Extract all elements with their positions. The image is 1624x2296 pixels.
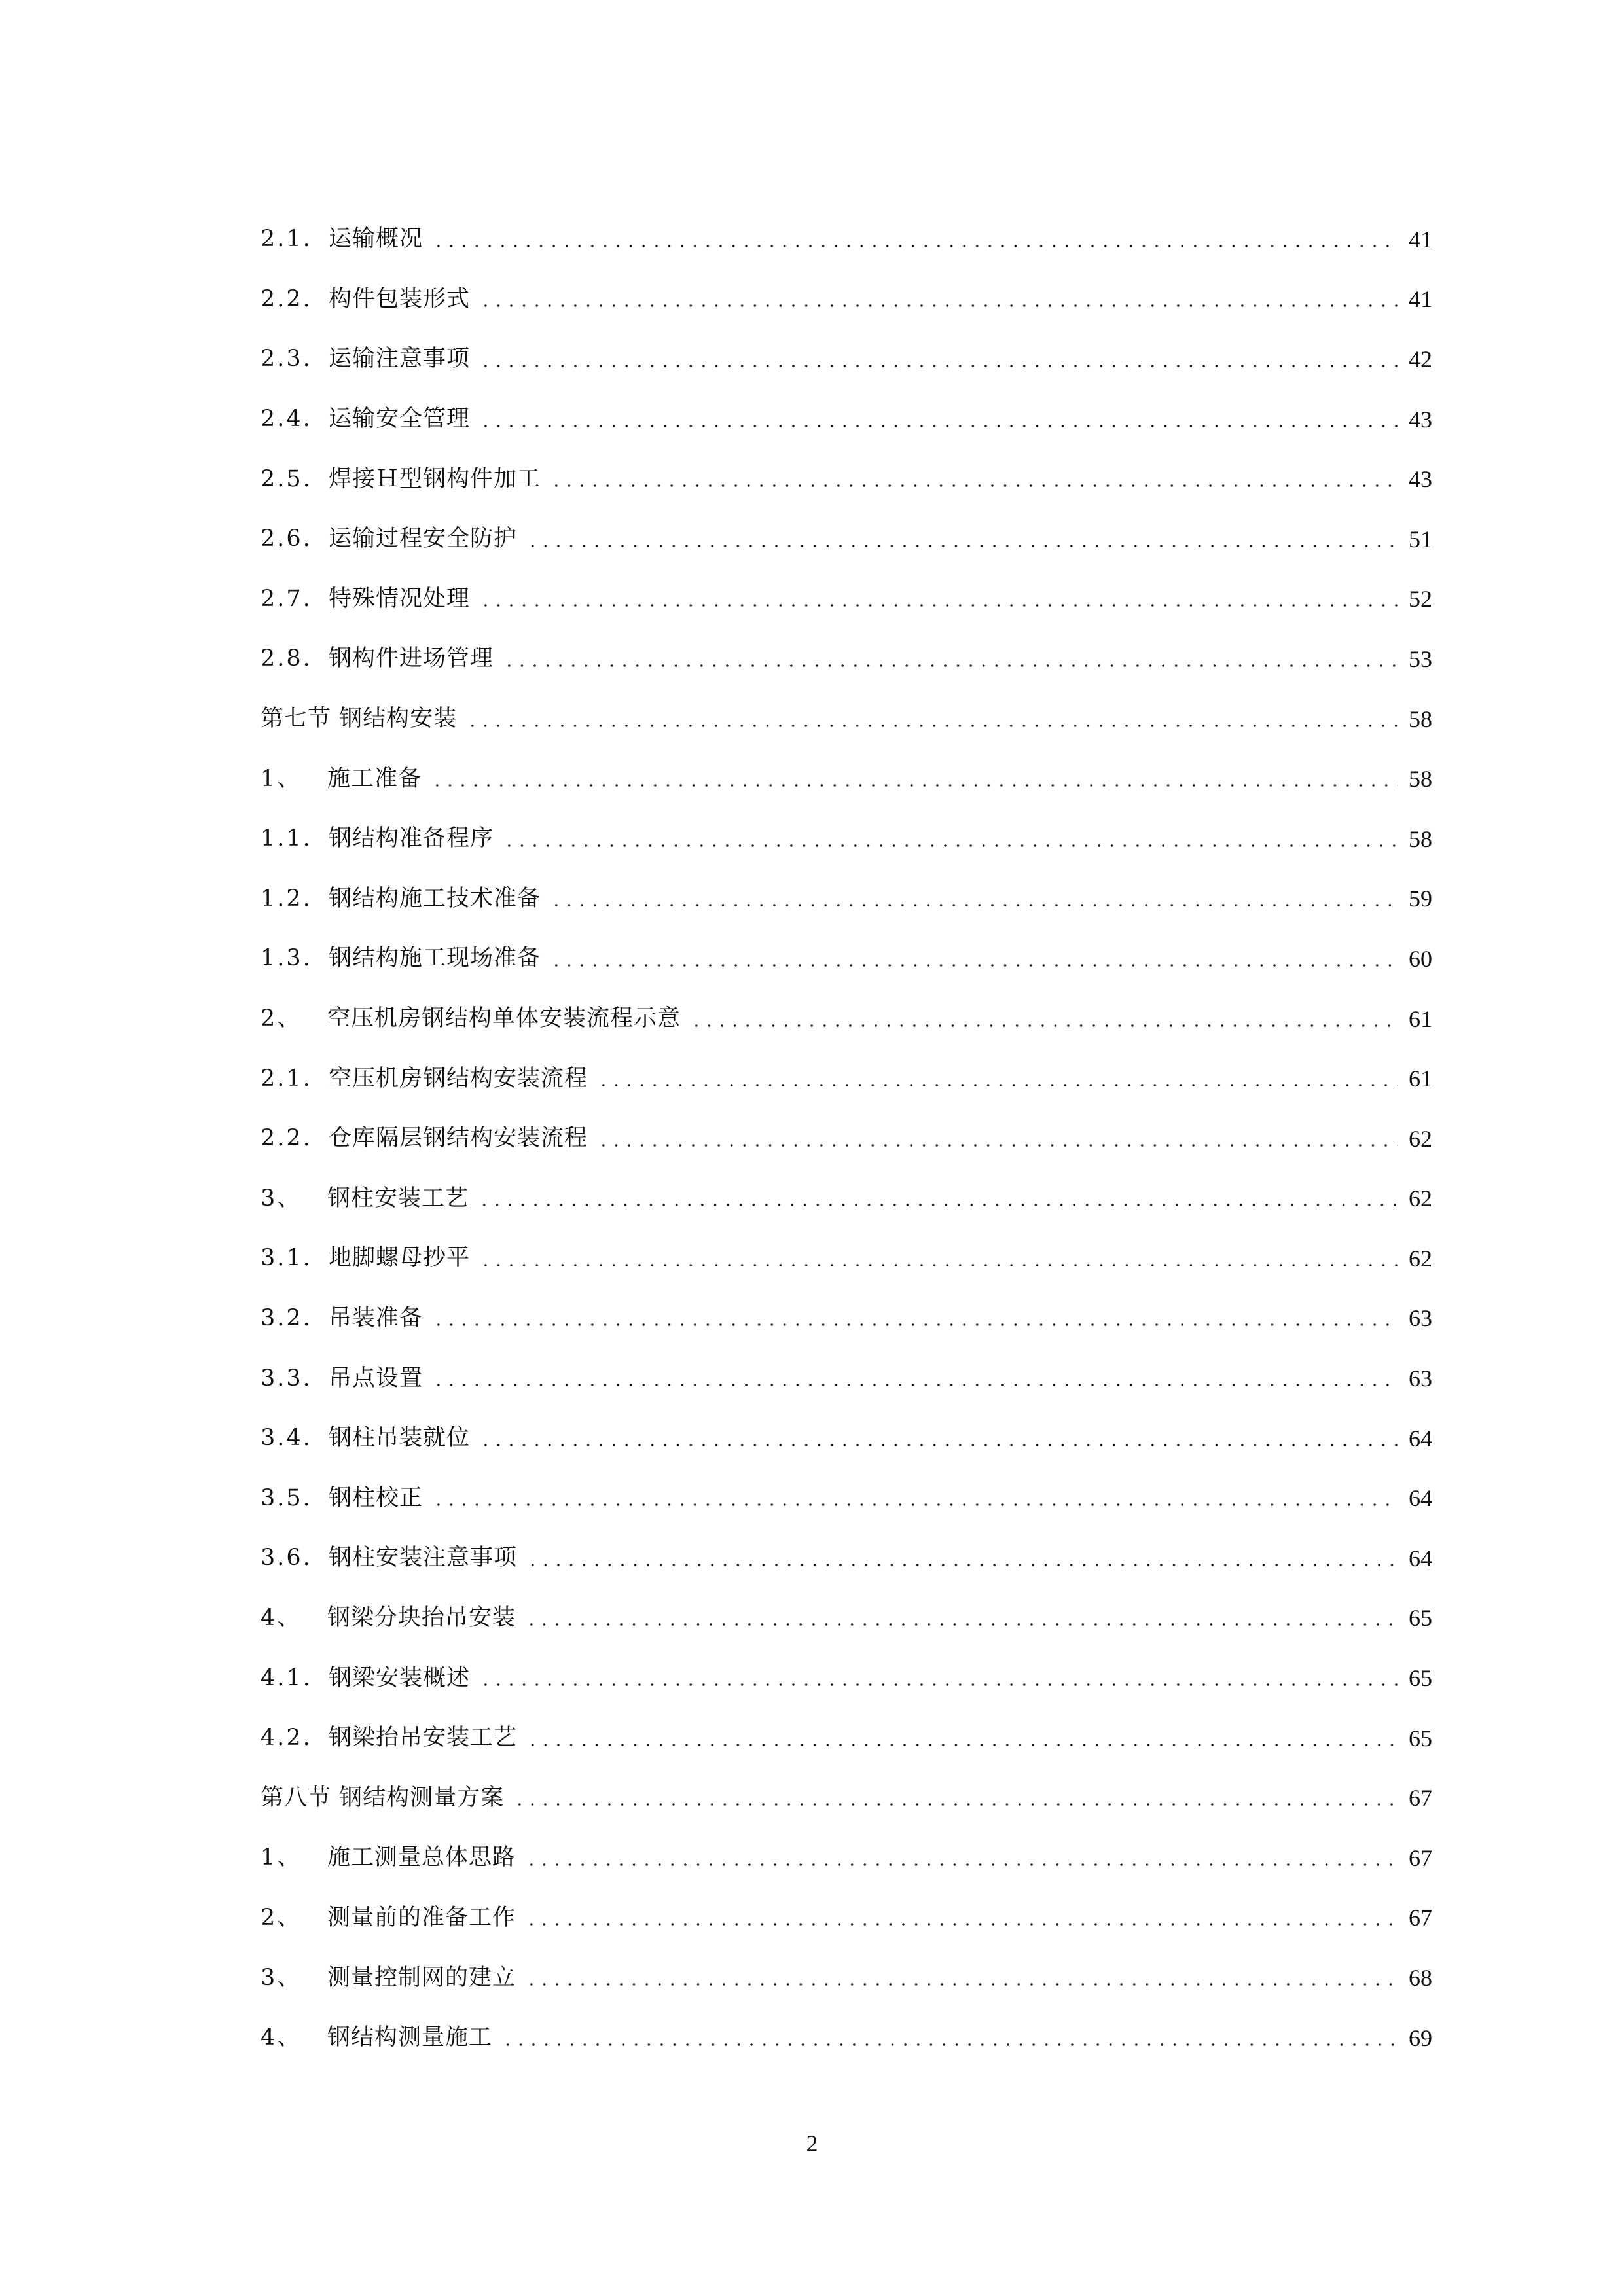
toc-entry-page: 60 (1409, 945, 1432, 972)
dot-leader (550, 964, 1398, 967)
dot-leader (479, 1683, 1398, 1686)
toc-entry-page: 61 (1409, 1005, 1432, 1032)
toc-entry-title: 测量控制网的建立 (327, 1964, 516, 1991)
toc-entry[interactable] (261, 1169, 1432, 1229)
toc-entry[interactable] (261, 1648, 1432, 1708)
toc-entry-title: 吊装准备 (329, 1304, 424, 1331)
toc-entry-page: 53 (1409, 645, 1432, 672)
toc-entry-number: 3.6. (261, 1545, 312, 1571)
toc-entry-page: 41 (1409, 286, 1432, 313)
toc-entry[interactable] (261, 1348, 1432, 1408)
toc-entry[interactable] (261, 270, 1432, 330)
dot-leader (550, 484, 1398, 487)
toc-entry-number: 2.5. (261, 465, 312, 492)
toc-entry[interactable] (261, 329, 1432, 389)
toc-entry-title: 施工准备 (327, 765, 422, 792)
toc-entry-number: 2、 (261, 1005, 302, 1032)
dot-leader (526, 1744, 1398, 1746)
toc-entry-page: 61 (1409, 1066, 1432, 1092)
toc-entry-title: 空压机房钢结构单体安装流程示意 (327, 1005, 681, 1032)
toc-entry-page: 64 (1409, 1485, 1432, 1512)
toc-entry[interactable] (261, 1888, 1432, 1948)
toc-entry-page: 69 (1409, 2024, 1432, 2051)
toc-entry-number: 3.1. (261, 1245, 312, 1272)
toc-entry[interactable] (261, 1289, 1432, 1349)
toc-entry-title: 运输过程安全防护 (329, 526, 518, 552)
toc-entry[interactable] (261, 629, 1432, 689)
toc-entry-title: 钢结构施工现场准备 (329, 945, 541, 972)
toc-entry-title: 钢结构施工技术准备 (329, 885, 541, 912)
toc-entry-page: 62 (1409, 1245, 1432, 1272)
dot-leader (432, 1323, 1398, 1326)
toc-entry-page: 58 (1409, 706, 1432, 732)
toc-entry-page: 58 (1409, 766, 1432, 793)
toc-entry[interactable] (261, 1109, 1432, 1169)
dot-leader (597, 1084, 1398, 1086)
toc-entry-title: 构件包装形式 (329, 285, 471, 312)
toc-entry-number: 2.2. (261, 1125, 312, 1152)
toc-entry-page: 67 (1409, 1785, 1432, 1812)
toc-entry-title: 钢梁抬吊安装工艺 (329, 1725, 518, 1751)
dot-leader (525, 1623, 1398, 1626)
dot-leader (466, 725, 1398, 727)
dot-leader (526, 1564, 1398, 1566)
toc-entry-page: 68 (1409, 1965, 1432, 1992)
toc-entry[interactable] (261, 449, 1432, 509)
toc-entry-number: 3.5. (261, 1484, 312, 1511)
toc-entry-page: 52 (1409, 586, 1432, 613)
toc-entry[interactable] (261, 809, 1432, 869)
toc-entry[interactable] (261, 749, 1432, 809)
toc-entry[interactable] (261, 1948, 1432, 2008)
toc-entry-page: 67 (1409, 1844, 1432, 1871)
toc-entry-page: 65 (1409, 1605, 1432, 1632)
toc-entry-number: 4.1. (261, 1664, 312, 1691)
toc-entry-number: 3.2. (261, 1304, 312, 1331)
toc-entry-number: 3、 (261, 1185, 302, 1211)
toc-entry-page: 65 (1409, 1665, 1432, 1692)
toc-entry-title: 钢梁分块抬吊安装 (327, 1604, 516, 1631)
toc-entry-number: 2、 (261, 1904, 302, 1931)
toc-entry-number: 2.6. (261, 526, 312, 552)
dot-leader (432, 1384, 1398, 1386)
toc-entry-title: 钢柱吊装就位 (329, 1425, 471, 1452)
toc-entry-page: 43 (1409, 466, 1432, 493)
toc-entry[interactable] (261, 1468, 1432, 1528)
toc-entry-page: 51 (1409, 526, 1432, 552)
toc-entry-number: 4.2. (261, 1725, 312, 1751)
toc-entry-title: 空压机房钢结构安装流程 (329, 1065, 588, 1092)
toc-entry[interactable] (261, 2008, 1432, 2068)
toc-entry-number: 2.1. (261, 226, 312, 253)
toc-entry-number: 1.2. (261, 885, 312, 912)
page-number: 2 (806, 2130, 818, 2157)
toc-entry[interactable] (261, 989, 1432, 1049)
toc-entry-title: 测量前的准备工作 (327, 1904, 516, 1931)
dot-leader (550, 904, 1398, 906)
toc-entry-title: 吊点设置 (329, 1365, 424, 1391)
dot-leader (432, 1503, 1398, 1506)
toc-entry[interactable] (261, 1828, 1432, 1888)
toc-entry-title: 焊接Ｈ型钢构件加工 (329, 465, 541, 492)
toc-entry[interactable] (261, 1768, 1432, 1828)
toc-entry-number: 2.3. (261, 346, 312, 372)
toc-entry-number: 1.3. (261, 945, 312, 972)
toc-entry-number: 3.3. (261, 1365, 312, 1391)
dot-leader (525, 1863, 1398, 1866)
dot-leader (479, 1264, 1398, 1266)
toc-entry-title: 钢结构测量施工 (327, 2024, 493, 2051)
dot-leader (432, 245, 1398, 247)
toc-entry-title: 仓库隔层钢结构安装流程 (329, 1125, 588, 1152)
toc-entry-title: 钢构件进场管理 (329, 645, 494, 672)
toc-entry-title: 运输注意事项 (329, 346, 471, 372)
toc-entry-page: 43 (1409, 406, 1432, 433)
toc-entry[interactable] (261, 1408, 1432, 1469)
toc-entry-number: 2.1. (261, 1065, 312, 1092)
dot-leader (478, 1204, 1398, 1206)
toc-entry-page: 62 (1409, 1185, 1432, 1212)
toc-entry-title: 钢柱校正 (329, 1484, 424, 1511)
toc-entry-number: 1、 (261, 765, 302, 792)
table-of-contents (261, 209, 1432, 2068)
toc-entry-title: 钢梁安装概述 (329, 1664, 471, 1691)
toc-entry-title: 特殊情况处理 (329, 585, 471, 612)
toc-entry-title: 第七节 钢结构安装 (261, 706, 458, 732)
toc-entry-title: 第八节 钢结构测量方案 (261, 1784, 505, 1811)
toc-entry-title: 钢结构准备程序 (329, 825, 494, 852)
toc-entry[interactable] (261, 1588, 1432, 1649)
dot-leader (690, 1024, 1398, 1027)
toc-entry[interactable] (261, 1049, 1432, 1109)
toc-entry-number: 2.2. (261, 285, 312, 312)
toc-entry-page: 63 (1409, 1365, 1432, 1392)
toc-entry-number: 3.4. (261, 1425, 312, 1452)
dot-leader (503, 844, 1398, 847)
toc-entry-number: 3、 (261, 1964, 302, 1991)
dot-leader (597, 1144, 1398, 1147)
toc-entry-page: 67 (1409, 1905, 1432, 1931)
toc-entry-page: 65 (1409, 1725, 1432, 1751)
dot-leader (479, 425, 1398, 427)
toc-entry[interactable] (261, 209, 1432, 270)
dot-leader (503, 664, 1398, 667)
toc-entry[interactable] (261, 869, 1432, 929)
toc-entry-page: 62 (1409, 1125, 1432, 1152)
toc-entry-title: 钢柱安装工艺 (327, 1185, 469, 1211)
dot-leader (479, 604, 1398, 607)
toc-entry[interactable] (261, 1229, 1432, 1289)
toc-entry[interactable] (261, 1528, 1432, 1588)
dot-leader (513, 1803, 1398, 1806)
toc-entry-title: 运输概况 (329, 226, 424, 253)
dot-leader (479, 365, 1398, 367)
toc-entry[interactable] (261, 929, 1432, 989)
toc-entry[interactable] (261, 569, 1432, 630)
toc-entry-number: 2.7. (261, 585, 312, 612)
toc-entry-page: 41 (1409, 226, 1432, 253)
toc-entry-number: 2.8. (261, 645, 312, 672)
toc-entry-title: 地脚螺母抄平 (329, 1245, 471, 1272)
toc-entry-number: 1.1. (261, 825, 312, 852)
toc-entry-page: 63 (1409, 1305, 1432, 1332)
toc-entry[interactable] (261, 1708, 1432, 1768)
toc-entry-number: 1、 (261, 1844, 302, 1871)
toc-entry-title: 施工测量总体思路 (327, 1844, 516, 1871)
dot-leader (525, 1983, 1398, 1986)
dot-leader (479, 304, 1398, 307)
toc-entry-page: 42 (1409, 346, 1432, 372)
dot-leader (431, 784, 1398, 787)
toc-entry-page: 59 (1409, 886, 1432, 912)
toc-entry-page: 64 (1409, 1425, 1432, 1452)
dot-leader (526, 545, 1398, 547)
toc-entry[interactable] (261, 509, 1432, 569)
toc-entry-number: 4、 (261, 2024, 302, 2051)
toc-entry-number: 4、 (261, 1604, 302, 1631)
toc-entry-page: 64 (1409, 1545, 1432, 1571)
toc-entry-title: 运输安全管理 (329, 406, 471, 433)
toc-entry[interactable] (261, 389, 1432, 450)
dot-leader (525, 1923, 1398, 1926)
dot-leader (479, 1444, 1398, 1446)
toc-entry[interactable] (261, 689, 1432, 749)
toc-entry-title: 钢柱安装注意事项 (329, 1545, 518, 1571)
toc-entry-number: 2.4. (261, 406, 312, 433)
toc-entry-page: 58 (1409, 825, 1432, 852)
dot-leader (501, 2043, 1398, 2046)
